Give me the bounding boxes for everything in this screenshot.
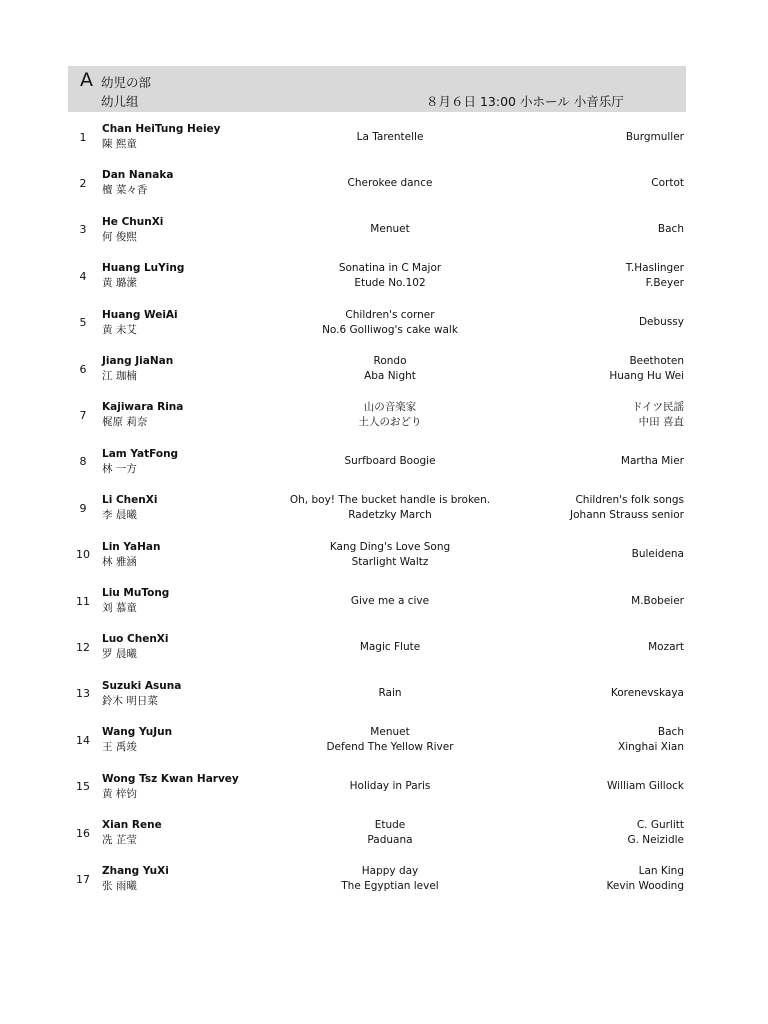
performer-row <box>0 679 768 725</box>
performer-row <box>0 354 768 400</box>
performer-row <box>0 586 768 632</box>
performer-name-english: Kajiwara Rina <box>102 401 184 414</box>
performer-number: 2 <box>79 176 87 190</box>
performer-name-local: 黄 璐潆 <box>102 277 137 290</box>
performer-name-local: 张 雨曦 <box>102 880 137 893</box>
performer-number: 6 <box>79 362 87 376</box>
performer-name-english: Jiang JiaNan <box>102 355 174 367</box>
composer-names <box>444 215 684 245</box>
performer-number: 13 <box>76 687 90 701</box>
composer-name: Cortot <box>651 176 684 189</box>
piece-title: Radetzky March <box>348 509 432 522</box>
piece-title: No.6 Golliwog's cake walk <box>322 323 458 336</box>
composer-name: 中田 喜直 <box>638 416 684 429</box>
composer-name: T.Haslinger <box>625 262 684 275</box>
performer-number: 7 <box>79 408 87 422</box>
composer-names <box>444 632 684 662</box>
performer-row <box>0 864 768 910</box>
composer-name: Lan King <box>638 865 684 878</box>
performer-row <box>0 493 768 539</box>
composer-name: Burgmuller <box>625 130 684 143</box>
performer-name-local: 梶原 莉奈 <box>102 416 148 429</box>
composer-name: Bach <box>657 223 684 236</box>
composer-name: William Gillock <box>607 780 684 793</box>
performer-number: 12 <box>76 640 90 654</box>
section-title-japanese: 幼児の部 <box>101 75 152 90</box>
performer-number: 11 <box>76 594 90 608</box>
performer-name-english: Lam YatFong <box>102 447 179 460</box>
composer-names <box>444 308 684 338</box>
performer-name-english: He ChunXi <box>102 215 164 228</box>
piece-title: Oh, boy! The bucket handle is broken. <box>289 494 491 507</box>
performer-name-english: Li ChenXi <box>102 494 158 507</box>
composer-name: F.Beyer <box>645 277 684 290</box>
piece-title: Starlight Waltz <box>351 555 429 568</box>
composer-names <box>444 122 684 152</box>
performer-name-english: Chan HeiTung Heiey <box>102 123 221 135</box>
performer-number: 15 <box>76 780 90 794</box>
performer-name-local: 李 晨曦 <box>102 509 137 522</box>
performer-name-english: Dan Nanaka <box>102 169 174 182</box>
composer-name: Johann Strauss senior <box>570 509 684 522</box>
composer-name: Beethoten <box>629 355 684 367</box>
performer-name-local: 冼 芷莹 <box>102 834 137 846</box>
performer-name-local: 何 俊熙 <box>102 230 137 243</box>
performer-number: 16 <box>76 826 90 840</box>
piece-title: Rondo <box>373 355 407 367</box>
piece-title: The Egyptian level <box>341 880 439 893</box>
performer-name-local: 黄 梓钧 <box>102 787 137 800</box>
performer-name-local: 刘 慕童 <box>102 602 137 614</box>
performer-number: 4 <box>79 269 87 283</box>
performer-row <box>0 261 768 307</box>
piece-title: Cherokee dance <box>347 176 433 189</box>
performer-name-local: 王 禹竣 <box>102 741 137 754</box>
section-schedule: ８月６日 13:00 小ホール 小音乐厅 <box>426 94 624 109</box>
performer-row <box>0 725 768 771</box>
performer-number: 14 <box>76 733 90 747</box>
piece-title: Defend The Yellow River <box>326 741 454 754</box>
piece-title: Menuet <box>370 223 410 236</box>
composer-name: ドイツ民謡 <box>632 401 684 414</box>
piece-title: Menuet <box>370 726 410 739</box>
section-letter: A <box>80 69 93 91</box>
performer-row <box>0 400 768 446</box>
performer-number: 8 <box>79 455 87 469</box>
composer-name: Debussy <box>638 316 684 329</box>
composer-name: G. Neizidle <box>627 834 684 846</box>
composer-name: Kevin Wooding <box>606 880 684 893</box>
performer-number: 3 <box>79 223 87 237</box>
piece-title: Rain <box>378 687 402 700</box>
performer-name-local: 罗 晨曦 <box>102 648 137 661</box>
composer-name: Buleidena <box>631 548 684 561</box>
composer-names <box>444 679 684 709</box>
composer-names <box>444 493 684 523</box>
composer-names <box>444 864 684 894</box>
performer-name-english: Wong Tsz Kwan Harvey <box>102 772 239 785</box>
performer-row <box>0 215 768 261</box>
composer-name: Martha Mier <box>620 455 684 468</box>
composer-name: M.Bobeier <box>631 594 684 607</box>
piece-title: Surfboard Boogie <box>344 455 436 468</box>
piece-title: 山の音楽家 <box>363 401 417 414</box>
piece-title: Children's corner <box>345 308 435 321</box>
performer-name-english: Huang WeiAi <box>102 308 178 321</box>
performer-row <box>0 818 768 864</box>
composer-names <box>444 586 684 616</box>
performer-row <box>0 772 768 818</box>
composer-names <box>444 261 684 291</box>
performer-name-local: 江 珈楠 <box>102 370 137 382</box>
section-title-chinese: 幼儿组 <box>101 94 139 109</box>
performer-name-english: Wang YuJun <box>102 726 173 739</box>
composer-name: Huang Hu Wei <box>609 370 684 382</box>
piece-title: Kang Ding's Love Song <box>329 540 451 553</box>
performer-row <box>0 447 768 493</box>
performer-name-local: 鈴木 明日菜 <box>102 694 158 707</box>
performer-name-english: Huang LuYing <box>102 262 185 275</box>
performer-name-local: 林 一方 <box>102 462 137 475</box>
section-header <box>68 66 686 112</box>
piece-title: Holiday in Paris <box>349 780 431 793</box>
performer-name-local: 林 雅涵 <box>102 555 137 568</box>
composer-names <box>444 772 684 802</box>
performer-name-english: Xian Rene <box>102 819 162 831</box>
composer-names <box>444 725 684 755</box>
performer-row <box>0 168 768 214</box>
performer-name-local: 陳 熙童 <box>102 138 137 150</box>
piece-title: Aba Night <box>364 370 416 382</box>
piece-title: La Tarentelle <box>356 130 424 143</box>
composer-name: Children's folk songs <box>575 494 684 507</box>
performer-number: 9 <box>79 501 87 515</box>
composer-name: C. Gurlitt <box>636 819 684 831</box>
composer-names <box>444 354 684 384</box>
composer-name: Korenevskaya <box>610 687 684 700</box>
performer-name-english: Zhang YuXi <box>102 865 169 878</box>
composer-names <box>444 540 684 570</box>
piece-title: 土人のおどり <box>358 416 422 429</box>
piece-title: Happy day <box>361 865 419 878</box>
piece-title: Etude No.102 <box>354 277 426 290</box>
performer-row <box>0 632 768 678</box>
performer-name-english: Liu MuTong <box>102 587 170 599</box>
piece-title: Etude <box>374 819 406 831</box>
piece-title: Sonatina in C Major <box>338 262 442 275</box>
performer-number: 5 <box>79 316 87 330</box>
performer-row <box>0 540 768 586</box>
composer-name: Xinghai Xian <box>618 741 684 754</box>
performer-number: 1 <box>79 130 87 144</box>
piece-title: Paduana <box>367 834 413 846</box>
performer-name-english: Luo ChenXi <box>102 633 169 646</box>
performer-row <box>0 308 768 354</box>
performer-number: 10 <box>76 548 90 562</box>
performer-row <box>0 122 768 168</box>
performer-name-local: 黄 未艾 <box>102 323 137 336</box>
performer-name-local: 檀 菜々香 <box>102 184 148 197</box>
composer-names <box>444 400 684 430</box>
piece-title: Magic Flute <box>359 640 421 653</box>
composer-name: Mozart <box>648 640 684 653</box>
performer-name-english: Suzuki Asuna <box>102 679 182 692</box>
performer-name-english: Lin YaHan <box>102 540 161 553</box>
composer-names <box>444 818 684 848</box>
composer-names <box>444 447 684 477</box>
performer-number: 17 <box>76 872 90 886</box>
composer-name: Bach <box>657 726 684 739</box>
piece-title: Give me a cive <box>350 594 430 607</box>
composer-names <box>444 168 684 198</box>
